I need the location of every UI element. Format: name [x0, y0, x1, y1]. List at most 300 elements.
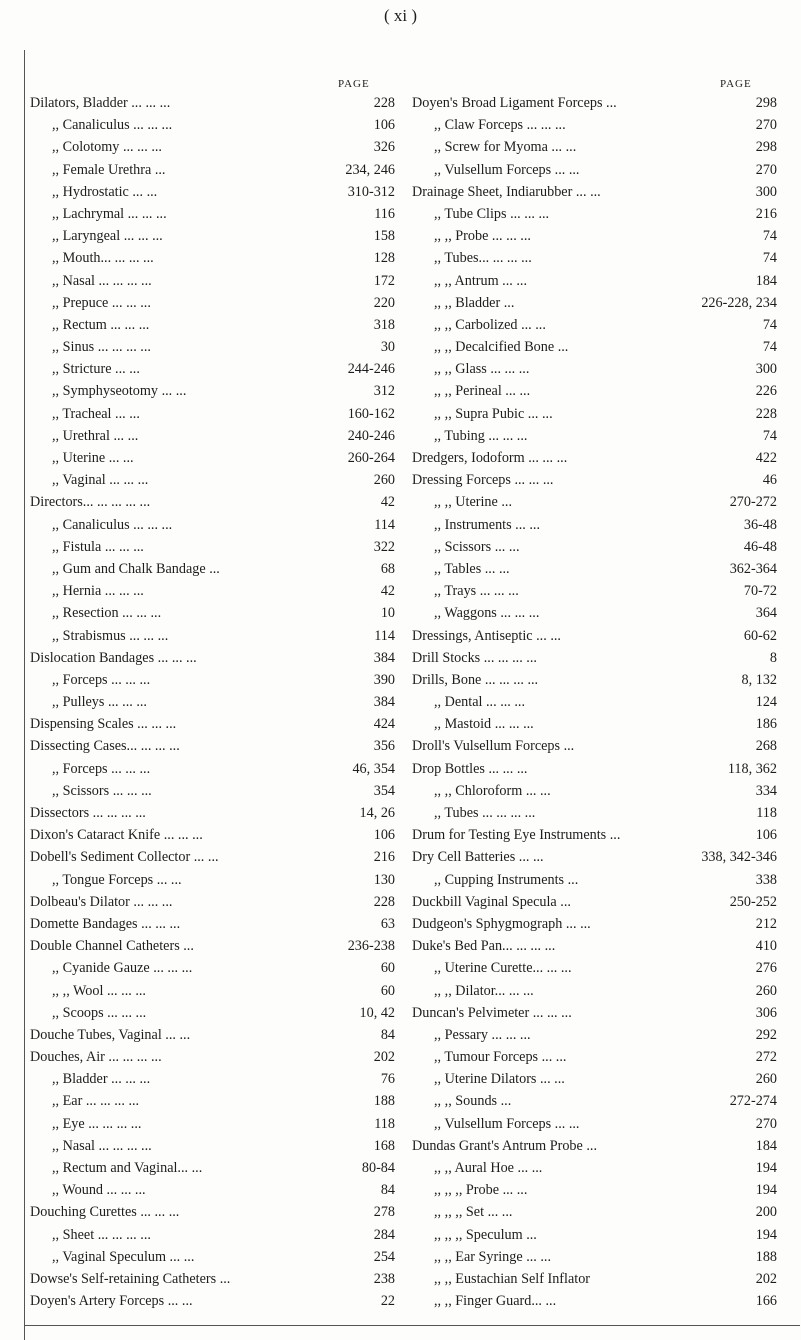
index-entry [30, 1157, 395, 1179]
index-entry [30, 1002, 395, 1024]
entry-page: 310-312 [347, 183, 395, 200]
index-entry [412, 935, 777, 957]
entry-page: 260 [755, 1071, 777, 1088]
entry-page: 166 [755, 1293, 777, 1310]
index-entry [30, 1046, 395, 1068]
index-entry [30, 669, 395, 691]
entry-text: ,, ,, ,, Set ... ... [434, 1204, 513, 1221]
index-column-left [30, 92, 395, 1312]
index-entry [412, 225, 777, 247]
entry-text: ,, Waggons ... ... ... [434, 605, 540, 622]
index-entry [412, 491, 777, 513]
entry-page: 254 [373, 1248, 395, 1265]
index-entry [412, 1113, 777, 1135]
entry-page: 184 [755, 272, 777, 289]
index-entry [30, 92, 395, 114]
entry-page: 130 [373, 871, 395, 888]
bottom-rule [24, 1325, 800, 1326]
entry-text: ,, Screw for Myoma ... ... [434, 139, 577, 156]
entry-text: Dispensing Scales ... ... ... [30, 716, 177, 733]
index-entry [412, 669, 777, 691]
index-entry [30, 735, 395, 757]
entry-text: ,, ,, Probe ... ... ... [434, 228, 531, 245]
index-entry [412, 1002, 777, 1024]
entry-text: Dislocation Bandages ... ... ... [30, 649, 197, 666]
index-entry [30, 713, 395, 735]
entry-text: Double Channel Catheters ... [30, 938, 194, 955]
index-entry [412, 824, 777, 846]
index-entry [30, 802, 395, 824]
index-entry [30, 957, 395, 979]
index-entry [30, 1179, 395, 1201]
entry-page: 300 [755, 361, 777, 378]
entry-page: 216 [373, 849, 395, 866]
index-entry [30, 159, 395, 181]
entry-page: 8 [769, 649, 777, 666]
entry-page: 106 [373, 117, 395, 134]
index-entry [412, 425, 777, 447]
index-entry [30, 203, 395, 225]
index-entry [30, 625, 395, 647]
entry-text: ,, Eye ... ... ... ... [52, 1115, 142, 1132]
index-entry [412, 1024, 777, 1046]
index-entry [30, 558, 395, 580]
index-entry [30, 869, 395, 891]
entry-text: ,, Pulleys ... ... ... [52, 694, 147, 711]
entry-text: ,, Mouth... ... ... ... [52, 250, 154, 267]
entry-text: Dressings, Antiseptic ... ... [412, 627, 561, 644]
entry-page: 74 [762, 339, 777, 356]
entry-page: 300 [755, 183, 777, 200]
entry-text: ,, Fistula ... ... ... [52, 538, 144, 555]
entry-page: 244-246 [347, 361, 395, 378]
entry-text: Dissectors ... ... ... ... [30, 805, 146, 821]
index-entry [412, 1135, 777, 1157]
entry-text: ,, Sheet ... ... ... ... [52, 1226, 151, 1243]
entry-page: 260 [373, 472, 395, 489]
entry-text: ,, Cupping Instruments ... [434, 871, 579, 888]
entry-page: 42 [380, 494, 395, 511]
index-entry [412, 469, 777, 491]
index-entry [412, 602, 777, 624]
entry-page: 236-238 [347, 938, 395, 955]
entry-page: 60 [380, 960, 395, 977]
entry-text: Dilators, Bladder ... ... ... [30, 95, 171, 111]
entry-text: ,, Scoops ... ... ... [52, 1004, 147, 1021]
entry-text: ,, ,, Chloroform ... ... [434, 782, 551, 799]
index-entry [412, 181, 777, 203]
index-entry [412, 625, 777, 647]
index-entry [412, 314, 777, 336]
entry-text: ,, Lachrymal ... ... ... [52, 205, 167, 222]
entry-page: 312 [373, 383, 395, 400]
entry-text: Drills, Bone ... ... ... ... [412, 671, 539, 688]
entry-text: ,, Scissors ... ... [434, 538, 520, 555]
entry-text: ,, Trays ... ... ... [434, 583, 519, 600]
index-entry [30, 514, 395, 536]
entry-text: ,, Claw Forceps ... ... ... [434, 117, 566, 134]
entry-page: 160-162 [347, 405, 395, 422]
index-entry [412, 1046, 777, 1068]
entry-page: 268 [755, 738, 777, 755]
entry-page: 240-246 [347, 427, 395, 444]
entry-page: 338, 342-346 [701, 849, 777, 866]
entry-page: 46 [762, 472, 777, 489]
index-entry [412, 758, 777, 780]
index-entry [412, 159, 777, 181]
entry-page: 10, 42 [359, 1004, 395, 1021]
entry-page: 270 [755, 161, 777, 178]
entry-page: 14, 26 [359, 805, 395, 821]
index-entry [412, 136, 777, 158]
entry-text: ,, Canaliculus ... ... ... [52, 516, 173, 533]
entry-page: 74 [762, 250, 777, 267]
entry-text: ,, Laryngeal ... ... ... [52, 228, 163, 245]
index-entry [30, 181, 395, 203]
entry-page: 114 [374, 516, 395, 533]
index-entry [412, 691, 777, 713]
index-entry [30, 469, 395, 491]
entry-page: 74 [762, 427, 777, 444]
entry-text: ,, Scissors ... ... ... [52, 782, 152, 799]
index-entry [30, 1068, 395, 1090]
entry-text: ,, ,, Bladder ... [434, 294, 515, 311]
entry-text: ,, Uterine Dilators ... ... [434, 1071, 565, 1088]
entry-page: 228 [373, 95, 395, 111]
page-column-label-left: PAGE [338, 78, 370, 90]
entry-page: 76 [380, 1071, 395, 1088]
entry-page: 322 [373, 538, 395, 555]
entry-page: 106 [755, 827, 777, 844]
index-entry [412, 735, 777, 757]
entry-page: 326 [373, 139, 395, 156]
entry-page: 74 [762, 316, 777, 333]
entry-page: 172 [373, 272, 395, 289]
entry-page: 184 [755, 1137, 777, 1154]
index-entry [412, 913, 777, 935]
entry-text: ,, ,, ,, Speculum ... [434, 1226, 537, 1243]
entry-text: ,, ,, Sounds ... [434, 1093, 512, 1110]
index-entry [412, 1246, 777, 1268]
entry-text: ,, ,, Supra Pubic ... ... [434, 405, 553, 422]
index-entry [30, 1024, 395, 1046]
entry-text: Dobell's Sediment Collector ... ... [30, 849, 219, 866]
entry-text: Douching Curettes ... ... ... [30, 1204, 180, 1221]
entry-page: 424 [373, 716, 395, 733]
index-entry [412, 580, 777, 602]
entry-page: 338 [755, 871, 777, 888]
entry-text: ,, Canaliculus ... ... ... [52, 117, 173, 134]
index-entry [30, 935, 395, 957]
entry-page: 22 [380, 1293, 395, 1310]
index-entry [30, 380, 395, 402]
index-entry [412, 358, 777, 380]
entry-page: 270 [755, 117, 777, 134]
index-entry [30, 336, 395, 358]
index-entry [30, 447, 395, 469]
entry-text: Drop Bottles ... ... ... [412, 760, 528, 777]
entry-text: ,, ,, Antrum ... ... [434, 272, 528, 289]
entry-text: Dry Cell Batteries ... ... [412, 849, 544, 866]
index-entry [30, 1113, 395, 1135]
index-entry [412, 536, 777, 558]
index-entry [412, 980, 777, 1002]
index-entry [412, 558, 777, 580]
entry-text: ,, Tube Clips ... ... ... [434, 205, 550, 222]
index-entry [30, 225, 395, 247]
entry-text: ,, Rectum and Vaginal... ... [52, 1160, 203, 1176]
entry-text: ,, ,, Ear Syringe ... ... [434, 1248, 552, 1265]
entry-page: 270 [755, 1115, 777, 1132]
index-entry [412, 292, 777, 314]
entry-text: ,, Nasal ... ... ... ... [52, 1137, 152, 1154]
index-entry [412, 247, 777, 269]
index-entry [30, 891, 395, 913]
entry-page: 168 [373, 1137, 395, 1154]
index-entry [412, 403, 777, 425]
index-entry [412, 380, 777, 402]
index-entry [412, 1179, 777, 1201]
entry-page: 238 [373, 1270, 395, 1287]
entry-page: 194 [755, 1160, 777, 1176]
entry-text: Duncan's Pelvimeter ... ... ... [412, 1004, 572, 1021]
entry-text: ,, ,, ,, Probe ... ... [434, 1182, 528, 1199]
index-entry [412, 1268, 777, 1290]
entry-text: ,, Urethral ... ... [52, 427, 139, 444]
index-entry [412, 514, 777, 536]
entry-text: ,, ,, Carbolized ... ... [434, 316, 546, 333]
entry-page: 318 [373, 316, 395, 333]
entry-page: 60 [380, 982, 395, 999]
entry-page: 390 [373, 671, 395, 688]
index-entry [412, 869, 777, 891]
entry-text: ,, Symphyseotomy ... ... [52, 383, 187, 400]
index-entry [412, 1201, 777, 1223]
entry-text: ,, Instruments ... ... [434, 516, 541, 533]
entry-text: ,, ,, Wool ... ... ... [52, 982, 146, 999]
entry-page: 202 [755, 1270, 777, 1287]
entry-text: ,, ,, Aural Hoe ... ... [434, 1160, 543, 1176]
entry-text: ,, ,, Eustachian Self Inflator [434, 1270, 591, 1287]
entry-page: 116 [374, 205, 395, 222]
index-entry [412, 846, 777, 868]
entry-text: ,, Colotomy ... ... ... [52, 139, 162, 156]
entry-page: 228 [373, 893, 395, 910]
entry-text: ,, Uterine Curette... ... ... [434, 960, 572, 977]
index-entry [30, 758, 395, 780]
index-entry [30, 114, 395, 136]
index-entry [412, 270, 777, 292]
index-column-right [412, 92, 777, 1312]
entry-page: 36-48 [743, 516, 777, 533]
index-entry [412, 92, 777, 114]
index-entry [30, 647, 395, 669]
entry-page: 84 [380, 1026, 395, 1043]
index-entry [412, 1157, 777, 1179]
index-entry [30, 1201, 395, 1223]
index-entry [412, 203, 777, 225]
entry-page: 10 [380, 605, 395, 622]
entry-text: ,, Sinus ... ... ... ... [52, 339, 151, 356]
entry-page: 30 [380, 339, 395, 356]
entry-page: 106 [373, 827, 395, 844]
index-entry [30, 602, 395, 624]
index-entry [30, 824, 395, 846]
index-entry [30, 1224, 395, 1246]
entry-text: ,, Tubing ... ... ... [434, 427, 528, 444]
entry-text: ,, Vaginal Speculum ... ... [52, 1248, 195, 1265]
entry-text: ,, Prepuce ... ... ... [52, 294, 151, 311]
index-entry [412, 713, 777, 735]
index-entry [30, 292, 395, 314]
index-entry [30, 980, 395, 1002]
page-number: ( xi ) [383, 6, 418, 25]
entry-text: Drainage Sheet, Indiarubber ... ... [412, 183, 601, 200]
entry-page: 270-272 [729, 494, 777, 511]
entry-text: ,, Tracheal ... ... [52, 405, 140, 422]
entry-text: Doyen's Artery Forceps ... ... [30, 1293, 193, 1310]
entry-page: 306 [755, 1004, 777, 1021]
entry-page: 284 [373, 1226, 395, 1243]
index-entry [412, 114, 777, 136]
entry-page: 118 [756, 805, 777, 821]
entry-page: 46, 354 [352, 760, 395, 777]
entry-page: 216 [755, 205, 777, 222]
index-entry [30, 1290, 395, 1312]
entry-text: ,, Resection ... ... ... [52, 605, 162, 622]
index-entry [30, 846, 395, 868]
entry-text: ,, Dental ... ... ... [434, 694, 526, 711]
index-entry [30, 314, 395, 336]
entry-page: 354 [373, 782, 395, 799]
entry-text: ,, ,, Dilator... ... ... [434, 982, 534, 999]
index-entry [412, 802, 777, 824]
entry-text: ,, Ear ... ... ... ... [52, 1093, 140, 1110]
entry-text: ,, Bladder ... ... ... [52, 1071, 151, 1088]
entry-page: 250-252 [729, 893, 777, 910]
index-entry [30, 358, 395, 380]
entry-page: 272-274 [729, 1093, 777, 1110]
entry-text: Duke's Bed Pan... ... ... ... [412, 938, 556, 955]
index-entry [412, 336, 777, 358]
entry-page: 384 [373, 694, 395, 711]
entry-text: ,, Hydrostatic ... ... [52, 183, 158, 200]
entry-page: 260-264 [347, 450, 395, 466]
entry-page: 118, 362 [727, 760, 777, 777]
entry-text: Douches, Air ... ... ... ... [30, 1049, 162, 1066]
index-entry [30, 425, 395, 447]
entry-page: 200 [755, 1204, 777, 1221]
entry-page: 276 [755, 960, 777, 977]
entry-text: ,, Tables ... ... [434, 560, 510, 577]
entry-page: 298 [755, 139, 777, 156]
entry-text: Domette Bandages ... ... ... [30, 915, 181, 932]
page-column-label-right: PAGE [720, 78, 752, 90]
index-entry [30, 1246, 395, 1268]
entry-page: 234, 246 [345, 161, 395, 178]
entry-text: ,, Gum and Chalk Bandage ... [52, 560, 220, 577]
entry-text: ,, Forceps ... ... ... [52, 760, 151, 777]
entry-page: 226-228, 234 [701, 294, 777, 311]
entry-text: Dolbeau's Dilator ... ... ... [30, 893, 173, 910]
entry-text: Doyen's Broad Ligament Forceps ... [412, 95, 617, 111]
entry-text: Duckbill Vaginal Specula ... [412, 893, 571, 910]
index-entry [412, 780, 777, 802]
entry-page: 188 [373, 1093, 395, 1110]
entry-text: ,, Tubes... ... ... ... [434, 250, 532, 267]
entry-page: 42 [380, 583, 395, 600]
entry-page: 84 [380, 1182, 395, 1199]
entry-page: 212 [755, 915, 777, 932]
entry-text: ,, Vaginal ... ... ... [52, 472, 149, 489]
index-entry [30, 1135, 395, 1157]
entry-page: 186 [755, 716, 777, 733]
entry-text: Dredgers, Iodoform ... ... ... [412, 450, 568, 466]
entry-page: 362-364 [729, 560, 777, 577]
index-entry [30, 691, 395, 713]
entry-page: 80-84 [361, 1160, 395, 1176]
index-entry [30, 580, 395, 602]
entry-page: 46-48 [743, 538, 777, 555]
entry-text: Dudgeon's Sphygmograph ... ... [412, 915, 591, 932]
entry-page: 272 [755, 1049, 777, 1066]
index-entry [30, 913, 395, 935]
index-entry [30, 136, 395, 158]
index-entry [412, 447, 777, 469]
index-entry [30, 491, 395, 513]
index-entry [30, 270, 395, 292]
entry-page: 194 [755, 1226, 777, 1243]
entry-text: Dowse's Self-retaining Catheters ... [30, 1270, 231, 1287]
entry-text: ,, Strabismus ... ... ... [52, 627, 169, 644]
index-entry [30, 780, 395, 802]
entry-page: 278 [373, 1204, 395, 1221]
entry-text: Drum for Testing Eye Instruments ... [412, 827, 621, 844]
entry-text: Dressing Forceps ... ... ... [412, 472, 554, 489]
entry-page: 114 [374, 627, 395, 644]
left-margin-rule [24, 50, 25, 1340]
entry-text: Dissecting Cases... ... ... ... [30, 738, 180, 755]
entry-page: 292 [755, 1026, 777, 1043]
entry-text: ,, Vulsellum Forceps ... ... [434, 161, 580, 178]
entry-page: 74 [762, 228, 777, 245]
entry-text: ,, Tubes ... ... ... ... [434, 805, 536, 821]
entry-text: Douche Tubes, Vaginal ... ... [30, 1026, 191, 1043]
entry-text: Dixon's Cataract Knife ... ... ... [30, 827, 203, 844]
entry-page: 422 [755, 450, 777, 466]
entry-page: 188 [755, 1248, 777, 1265]
entry-text: ,, Nasal ... ... ... ... [52, 272, 152, 289]
entry-page: 202 [373, 1049, 395, 1066]
entry-text: ,, ,, Decalcified Bone ... [434, 339, 569, 356]
entry-text: ,, Tongue Forceps ... ... [52, 871, 182, 888]
entry-page: 60-62 [743, 627, 777, 644]
entry-page: 68 [380, 560, 395, 577]
index-entry [30, 247, 395, 269]
index-entry [412, 1224, 777, 1246]
entry-text: ,, Tumour Forceps ... ... [434, 1049, 567, 1066]
entry-page: 220 [373, 294, 395, 311]
entry-text: ,, ,, Perineal ... ... [434, 383, 531, 400]
entry-text: ,, ,, Uterine ... [434, 494, 513, 511]
entry-text: ,, Wound ... ... ... [52, 1182, 146, 1199]
entry-text: Directors... ... ... ... ... [30, 494, 151, 511]
entry-page: 410 [755, 938, 777, 955]
entry-page: 128 [373, 250, 395, 267]
entry-page: 298 [755, 95, 777, 111]
index-entry [412, 891, 777, 913]
entry-page: 158 [373, 228, 395, 245]
